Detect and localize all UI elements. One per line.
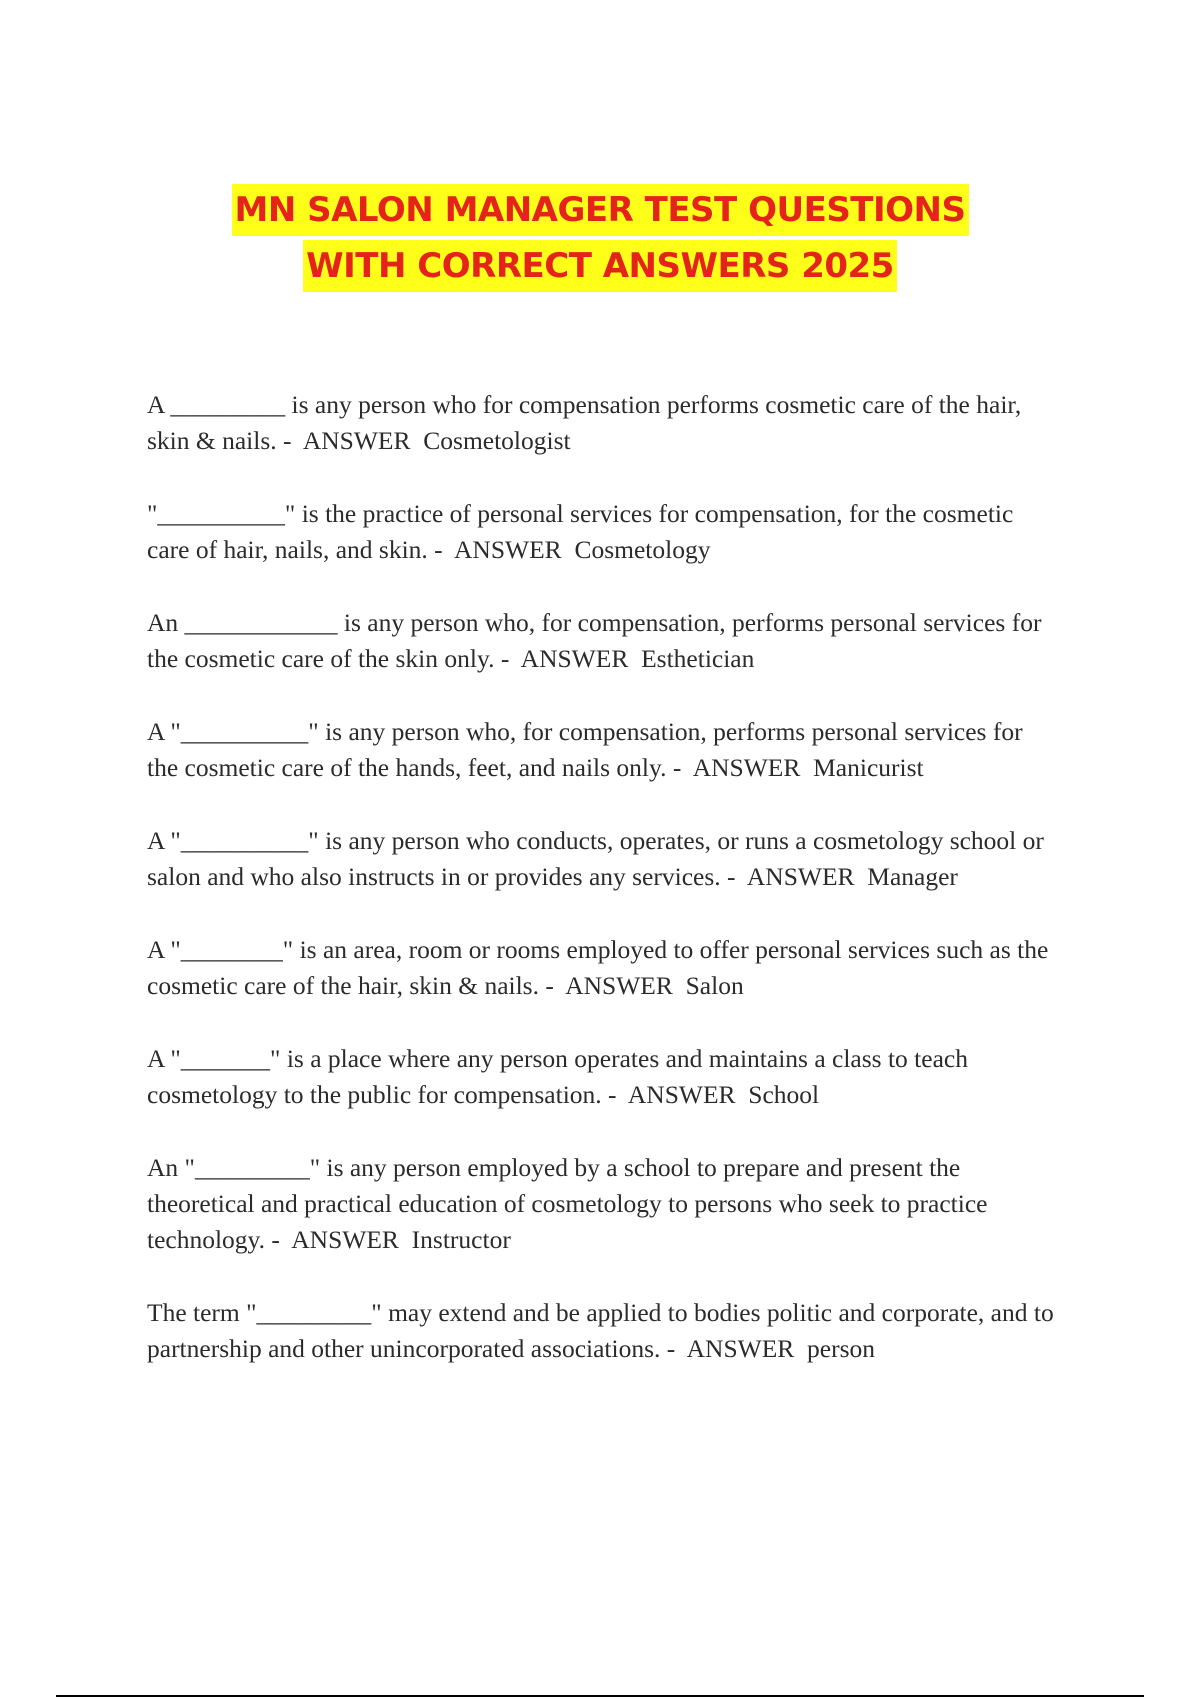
- answer-label: ANSWER: [291, 1225, 399, 1254]
- answer-label: ANSWER: [302, 426, 411, 455]
- bottom-divider: [56, 1695, 1144, 1697]
- question-item: [147, 823, 1057, 895]
- question-item: [147, 714, 1057, 786]
- answer-label: ANSWER: [454, 535, 562, 564]
- answer-label: ANSWER: [627, 1080, 736, 1109]
- question-list: [147, 387, 1057, 1404]
- question-item: [147, 387, 1057, 459]
- answer-text: School: [748, 1080, 820, 1109]
- question-text: A "_______" is a place where any person operates and maintains a class to teach cosmetology to the public for compensation. -: [147, 1044, 968, 1109]
- answer-text: Manicurist: [813, 753, 924, 782]
- answer-label: ANSWER: [565, 971, 673, 1000]
- question-text: A _________ is any person who for compensation performs cosmetic care of the hair, skin & nails. -: [147, 390, 1022, 455]
- answer-text: Cosmetology: [574, 535, 711, 564]
- question-item: [147, 1150, 1057, 1258]
- answer-label: ANSWER: [686, 1334, 795, 1363]
- answer-text: Manager: [867, 862, 958, 891]
- question-text: The term "_________" may extend and be applied to bodies politic and corporate, and to partnership and other unincorporated associations. -: [147, 1298, 1054, 1363]
- question-text: A "________" is an area, room or rooms employed to offer personal services such as the cosmetic care of the hair, skin & nails. -: [147, 935, 1049, 1000]
- answer-text: Instructor: [411, 1225, 511, 1254]
- title-line-2: WITH CORRECT ANSWERS 2025: [303, 240, 897, 292]
- answer-label: ANSWER: [520, 644, 629, 673]
- question-item: [147, 932, 1057, 1004]
- answer-text: Cosmetologist: [423, 426, 571, 455]
- answer-label: ANSWER: [692, 753, 801, 782]
- question-item: [147, 605, 1057, 677]
- question-text: An ____________ is any person who, for compensation, performs personal services for the cosmetic care of the skin only. -: [147, 608, 1042, 673]
- question-text: An "_________" is any person employed by a school to prepare and present the theoretical and practical education of cosmetology to persons who seek to practice technology. -: [147, 1153, 988, 1254]
- answer-text: person: [807, 1334, 876, 1363]
- answer-text: Esthetician: [641, 644, 755, 673]
- answer-label: ANSWER: [746, 862, 855, 891]
- document-title: [0, 182, 1200, 294]
- question-item: [147, 1041, 1057, 1113]
- question-text: A "__________" is any person who, for compensation, performs personal services for the cosmetic care of the hands, feet, and nails only. -: [147, 717, 1023, 782]
- answer-text: Salon: [685, 971, 744, 1000]
- question-text: A "__________" is any person who conducts, operates, or runs a cosmetology school or salon and who also instructs in or provides any services. -: [147, 826, 1044, 891]
- title-line-1: MN SALON MANAGER TEST QUESTIONS: [232, 184, 969, 236]
- question-text: "__________" is the practice of personal services for compensation, for the cosmetic care of hair, nails, and skin. -: [147, 499, 1014, 564]
- question-item: [147, 496, 1057, 568]
- question-item: [147, 1295, 1057, 1367]
